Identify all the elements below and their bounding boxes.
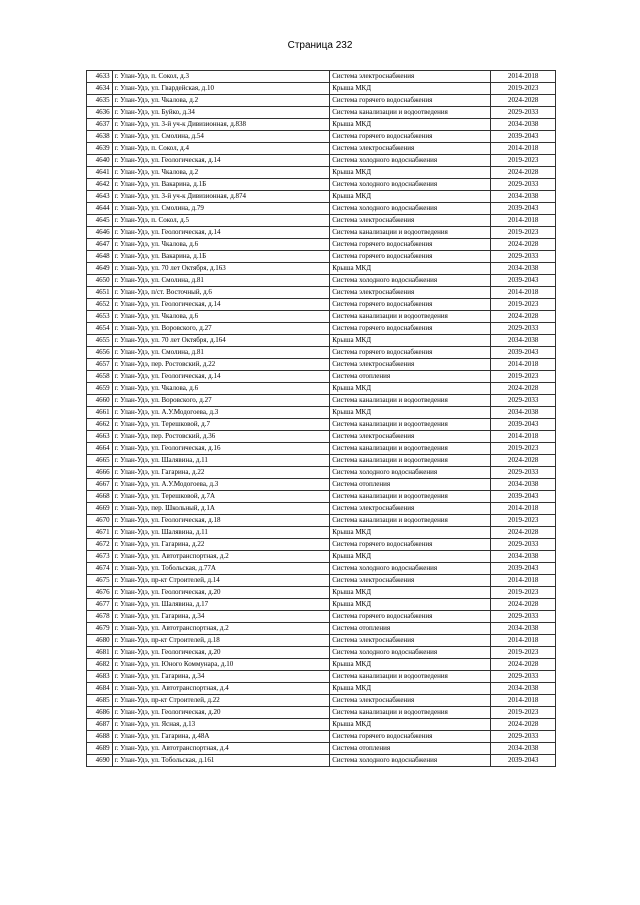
period-cell: 2014-2018 — [491, 431, 556, 443]
work-type-cell: Система горячего водоснабжения — [330, 731, 491, 743]
row-number-cell: 4690 — [87, 755, 113, 767]
work-type-cell: Система электроснабжения — [330, 287, 491, 299]
row-number-cell: 4642 — [87, 179, 113, 191]
period-cell: 2014-2018 — [491, 635, 556, 647]
row-number-cell: 4661 — [87, 407, 113, 419]
period-cell: 2029-2033 — [491, 395, 556, 407]
period-cell: 2034-2038 — [491, 551, 556, 563]
period-cell: 2024-2028 — [491, 599, 556, 611]
work-type-cell: Система электроснабжения — [330, 575, 491, 587]
work-type-cell: Система канализации и водоотведения — [330, 491, 491, 503]
row-number-cell: 4644 — [87, 203, 113, 215]
address-cell: г. Улан-Удэ, ул. Автотранспортная, д.2 — [112, 551, 330, 563]
row-number-cell: 4657 — [87, 359, 113, 371]
address-cell: г. Улан-Удэ, ул. Геологическая, д.14 — [112, 371, 330, 383]
table-row — [87, 215, 556, 227]
work-type-cell: Крыша МКД — [330, 335, 491, 347]
row-number-cell: 4677 — [87, 599, 113, 611]
work-type-cell: Система горячего водоснабжения — [330, 347, 491, 359]
table-row — [87, 719, 556, 731]
row-number-cell: 4651 — [87, 287, 113, 299]
address-cell: г. Улан-Удэ, ул. Тобольская, д.77А — [112, 563, 330, 575]
row-number-cell: 4633 — [87, 71, 113, 83]
address-cell: г. Улан-Удэ, п. Сокол, д.4 — [112, 143, 330, 155]
row-number-cell: 4681 — [87, 647, 113, 659]
period-cell: 2014-2018 — [491, 359, 556, 371]
address-cell: г. Улан-Удэ, п. Сокол, д.3 — [112, 71, 330, 83]
work-type-cell: Система горячего водоснабжения — [330, 539, 491, 551]
period-cell: 2034-2038 — [491, 479, 556, 491]
table-row — [87, 479, 556, 491]
work-type-cell: Крыша МКД — [330, 383, 491, 395]
row-number-cell: 4671 — [87, 527, 113, 539]
work-type-cell: Система электроснабжения — [330, 215, 491, 227]
table-row — [87, 467, 556, 479]
period-cell: 2014-2018 — [491, 695, 556, 707]
address-cell: г. Улан-Удэ, ул. 3-й уч-к Дивизионная, д.874 — [112, 191, 330, 203]
address-cell: г. Улан-Удэ, ул. Шалявина, д.11 — [112, 455, 330, 467]
address-cell: г. Улан-Удэ, ул. 70 лет Октября, д.163 — [112, 263, 330, 275]
table-row — [87, 323, 556, 335]
repair-schedule-table — [86, 70, 556, 767]
period-cell: 2019-2023 — [491, 371, 556, 383]
work-type-cell: Система холодного водоснабжения — [330, 203, 491, 215]
work-type-cell: Система горячего водоснабжения — [330, 299, 491, 311]
work-type-cell: Система горячего водоснабжения — [330, 95, 491, 107]
address-cell: г. Улан-Удэ, ул. Чкалова, д.6 — [112, 239, 330, 251]
row-number-cell: 4648 — [87, 251, 113, 263]
address-cell: г. Улан-Удэ, ул. Геологическая, д.14 — [112, 299, 330, 311]
work-type-cell: Система электроснабжения — [330, 431, 491, 443]
period-cell: 2024-2028 — [491, 455, 556, 467]
table-row — [87, 575, 556, 587]
address-cell: г. Улан-Удэ, ул. Вакарина, д.1Б — [112, 179, 330, 191]
address-cell: г. Улан-Удэ, ул. Гагарина, д.48А — [112, 731, 330, 743]
address-cell: г. Улан-Удэ, ул. А.У.Модогоева, д.3 — [112, 407, 330, 419]
table-row — [87, 623, 556, 635]
row-number-cell: 4665 — [87, 455, 113, 467]
row-number-cell: 4650 — [87, 275, 113, 287]
period-cell: 2014-2018 — [491, 215, 556, 227]
address-cell: г. Улан-Удэ, ул. Воровского, д.27 — [112, 395, 330, 407]
work-type-cell: Крыша МКД — [330, 167, 491, 179]
work-type-cell: Система канализации и водоотведения — [330, 443, 491, 455]
row-number-cell: 4687 — [87, 719, 113, 731]
row-number-cell: 4675 — [87, 575, 113, 587]
work-type-cell: Система канализации и водоотведения — [330, 707, 491, 719]
work-type-cell: Система горячего водоснабжения — [330, 611, 491, 623]
period-cell: 2014-2018 — [491, 143, 556, 155]
period-cell: 2024-2028 — [491, 95, 556, 107]
period-cell: 2034-2038 — [491, 683, 556, 695]
period-cell: 2034-2038 — [491, 119, 556, 131]
work-type-cell: Крыша МКД — [330, 83, 491, 95]
work-type-cell: Система отопления — [330, 479, 491, 491]
row-number-cell: 4688 — [87, 731, 113, 743]
table-row — [87, 263, 556, 275]
period-cell: 2034-2038 — [491, 407, 556, 419]
address-cell: г. Улан-Удэ, ул. Юного Коммунара, д.10 — [112, 659, 330, 671]
period-cell: 2039-2043 — [491, 275, 556, 287]
table-row — [87, 131, 556, 143]
table-row — [87, 527, 556, 539]
address-cell: г. Улан-Удэ, ул. Смолина, д.81 — [112, 347, 330, 359]
table-row — [87, 419, 556, 431]
period-cell: 2029-2033 — [491, 179, 556, 191]
table-row — [87, 539, 556, 551]
period-cell: 2029-2033 — [491, 107, 556, 119]
row-number-cell: 4684 — [87, 683, 113, 695]
table-row — [87, 635, 556, 647]
table-row — [87, 251, 556, 263]
address-cell: г. Улан-Удэ, ул. Геологическая, д.14 — [112, 155, 330, 167]
period-cell: 2039-2043 — [491, 419, 556, 431]
table-row — [87, 227, 556, 239]
work-type-cell: Крыша МКД — [330, 551, 491, 563]
table-row — [87, 167, 556, 179]
period-cell: 2019-2023 — [491, 707, 556, 719]
work-type-cell: Система электроснабжения — [330, 359, 491, 371]
table-row — [87, 71, 556, 83]
period-cell: 2014-2018 — [491, 503, 556, 515]
period-cell: 2029-2033 — [491, 251, 556, 263]
table-row — [87, 203, 556, 215]
address-cell: г. Улан-Удэ, ул. Гагарина, д.22 — [112, 467, 330, 479]
work-type-cell: Крыша МКД — [330, 191, 491, 203]
address-cell: г. Улан-Удэ, пер. Ростовский, д.22 — [112, 359, 330, 371]
address-cell: г. Улан-Удэ, ул. Автотранспортная, д.4 — [112, 683, 330, 695]
address-cell: г. Улан-Удэ, ул. Шалявина, д.17 — [112, 599, 330, 611]
address-cell: г. Улан-Удэ, ул. Тобольская, д.161 — [112, 755, 330, 767]
table-row — [87, 299, 556, 311]
period-cell: 2024-2028 — [491, 527, 556, 539]
row-number-cell: 4638 — [87, 131, 113, 143]
address-cell: г. Улан-Удэ, ул. Чкалова, д.6 — [112, 311, 330, 323]
work-type-cell: Система канализации и водоотведения — [330, 227, 491, 239]
address-cell: г. Улан-Удэ, ул. Буйко, д.34 — [112, 107, 330, 119]
work-type-cell: Система канализации и водоотведения — [330, 107, 491, 119]
row-number-cell: 4686 — [87, 707, 113, 719]
address-cell: г. Улан-Удэ, ул. Гагарина, д.34 — [112, 671, 330, 683]
table-row — [87, 335, 556, 347]
work-type-cell: Система холодного водоснабжения — [330, 275, 491, 287]
period-cell: 2019-2023 — [491, 587, 556, 599]
row-number-cell: 4664 — [87, 443, 113, 455]
address-cell: г. Улан-Удэ, пер. Школьный, д.1А — [112, 503, 330, 515]
table-row — [87, 743, 556, 755]
table-row — [87, 755, 556, 767]
period-cell: 2039-2043 — [491, 491, 556, 503]
address-cell: г. Улан-Удэ, ул. Геологическая, д.14 — [112, 227, 330, 239]
table-row — [87, 671, 556, 683]
address-cell: г. Улан-Удэ, ул. 3-й уч-к Дивизионная, д.838 — [112, 119, 330, 131]
table-row — [87, 239, 556, 251]
row-number-cell: 4639 — [87, 143, 113, 155]
row-number-cell: 4685 — [87, 695, 113, 707]
work-type-cell: Крыша МКД — [330, 263, 491, 275]
row-number-cell: 4663 — [87, 431, 113, 443]
address-cell: г. Улан-Удэ, ул. А.У.Модогоева, д.3 — [112, 479, 330, 491]
work-type-cell: Крыша МКД — [330, 587, 491, 599]
period-cell: 2014-2018 — [491, 71, 556, 83]
address-cell: г. Улан-Удэ, ул. Гагарина, д.34 — [112, 611, 330, 623]
row-number-cell: 4652 — [87, 299, 113, 311]
period-cell: 2014-2018 — [491, 575, 556, 587]
row-number-cell: 4672 — [87, 539, 113, 551]
table-row — [87, 395, 556, 407]
table-body — [87, 71, 556, 767]
row-number-cell: 4640 — [87, 155, 113, 167]
period-cell: 2019-2023 — [491, 83, 556, 95]
address-cell: г. Улан-Удэ, ул. Чкалова, д.2 — [112, 167, 330, 179]
row-number-cell: 4637 — [87, 119, 113, 131]
period-cell: 2039-2043 — [491, 347, 556, 359]
row-number-cell: 4649 — [87, 263, 113, 275]
period-cell: 2039-2043 — [491, 755, 556, 767]
row-number-cell: 4668 — [87, 491, 113, 503]
address-cell: г. Улан-Удэ, ул. Чкалова, д.2 — [112, 95, 330, 107]
row-number-cell: 4670 — [87, 515, 113, 527]
table-row — [87, 383, 556, 395]
period-cell: 2029-2033 — [491, 671, 556, 683]
period-cell: 2029-2033 — [491, 731, 556, 743]
work-type-cell: Крыша МКД — [330, 527, 491, 539]
address-cell: г. Улан-Удэ, ул. Геологическая, д.20 — [112, 707, 330, 719]
work-type-cell: Система холодного водоснабжения — [330, 155, 491, 167]
address-cell: г. Улан-Удэ, ул. Воровского, д.27 — [112, 323, 330, 335]
work-type-cell: Крыша МКД — [330, 719, 491, 731]
table-row — [87, 491, 556, 503]
table-row — [87, 311, 556, 323]
period-cell: 2034-2038 — [491, 623, 556, 635]
period-cell: 2039-2043 — [491, 131, 556, 143]
row-number-cell: 4673 — [87, 551, 113, 563]
row-number-cell: 4666 — [87, 467, 113, 479]
row-number-cell: 4646 — [87, 227, 113, 239]
row-number-cell: 4683 — [87, 671, 113, 683]
table-row — [87, 119, 556, 131]
work-type-cell: Система канализации и водоотведения — [330, 311, 491, 323]
period-cell: 2024-2028 — [491, 719, 556, 731]
address-cell: г. Улан-Удэ, ул. Терешковой, д.7 — [112, 419, 330, 431]
period-cell: 2019-2023 — [491, 515, 556, 527]
address-cell: г. Улан-Удэ, пр-кт Строителей, д.18 — [112, 635, 330, 647]
address-cell: г. Улан-Удэ, ул. Смолина, д.54 — [112, 131, 330, 143]
period-cell: 2024-2028 — [491, 659, 556, 671]
row-number-cell: 4656 — [87, 347, 113, 359]
work-type-cell: Крыша МКД — [330, 407, 491, 419]
work-type-cell: Крыша МКД — [330, 659, 491, 671]
table-row — [87, 359, 556, 371]
row-number-cell: 4667 — [87, 479, 113, 491]
table-row — [87, 551, 556, 563]
period-cell: 2039-2043 — [491, 563, 556, 575]
address-cell: г. Улан-Удэ, ул. Геологическая, д.16 — [112, 443, 330, 455]
address-cell: г. Улан-Удэ, пер. Ростовский, д.36 — [112, 431, 330, 443]
work-type-cell: Крыша МКД — [330, 599, 491, 611]
address-cell: г. Улан-Удэ, ул. Ясная, д.13 — [112, 719, 330, 731]
work-type-cell: Система канализации и водоотведения — [330, 671, 491, 683]
address-cell: г. Улан-Удэ, пр-кт Строителей, д.22 — [112, 695, 330, 707]
period-cell: 2034-2038 — [491, 191, 556, 203]
address-cell: г. Улан-Удэ, ул. Смолина, д.81 — [112, 275, 330, 287]
row-number-cell: 4636 — [87, 107, 113, 119]
table-row — [87, 191, 556, 203]
row-number-cell: 4654 — [87, 323, 113, 335]
row-number-cell: 4676 — [87, 587, 113, 599]
address-cell: г. Улан-Удэ, ул. Терешковой, д.7А — [112, 491, 330, 503]
table-row — [87, 407, 556, 419]
row-number-cell: 4655 — [87, 335, 113, 347]
table-row — [87, 287, 556, 299]
row-number-cell: 4680 — [87, 635, 113, 647]
work-type-cell: Система горячего водоснабжения — [330, 239, 491, 251]
table-row — [87, 95, 556, 107]
period-cell: 2029-2033 — [491, 467, 556, 479]
period-cell: 2024-2028 — [491, 383, 556, 395]
table-row — [87, 683, 556, 695]
table-row — [87, 647, 556, 659]
work-type-cell: Система канализации и водоотведения — [330, 419, 491, 431]
row-number-cell: 4658 — [87, 371, 113, 383]
period-cell: 2019-2023 — [491, 443, 556, 455]
work-type-cell: Система электроснабжения — [330, 635, 491, 647]
work-type-cell: Система отопления — [330, 623, 491, 635]
row-number-cell: 4659 — [87, 383, 113, 395]
period-cell: 2019-2023 — [491, 227, 556, 239]
work-type-cell: Система электроснабжения — [330, 143, 491, 155]
table-row — [87, 347, 556, 359]
address-cell: г. Улан-Удэ, ул. Шалявина, д.11 — [112, 527, 330, 539]
address-cell: г. Улан-Удэ, ул. Автотранспортная, д.2 — [112, 623, 330, 635]
table-row — [87, 563, 556, 575]
row-number-cell: 4678 — [87, 611, 113, 623]
address-cell: г. Улан-Удэ, пр-кт Строителей, д.14 — [112, 575, 330, 587]
address-cell: г. Улан-Удэ, ул. Гвардейская, д.10 — [112, 83, 330, 95]
address-cell: г. Улан-Удэ, ул. Чкалова, д.6 — [112, 383, 330, 395]
table-row — [87, 143, 556, 155]
table-row — [87, 455, 556, 467]
table-row — [87, 83, 556, 95]
row-number-cell: 4634 — [87, 83, 113, 95]
address-cell: г. Улан-Удэ, ул. Смолина, д.79 — [112, 203, 330, 215]
table-row — [87, 443, 556, 455]
row-number-cell: 4679 — [87, 623, 113, 635]
work-type-cell: Система горячего водоснабжения — [330, 131, 491, 143]
period-cell: 2034-2038 — [491, 263, 556, 275]
work-type-cell: Система холодного водоснабжения — [330, 755, 491, 767]
period-cell: 2034-2038 — [491, 335, 556, 347]
table-row — [87, 695, 556, 707]
address-cell: г. Улан-Удэ, п. Сокол, д.5 — [112, 215, 330, 227]
work-type-cell: Система отопления — [330, 743, 491, 755]
row-number-cell: 4647 — [87, 239, 113, 251]
address-cell: г. Улан-Удэ, ул. Гагарина, д.22 — [112, 539, 330, 551]
period-cell: 2019-2023 — [491, 299, 556, 311]
table-row — [87, 179, 556, 191]
work-type-cell: Система горячего водоснабжения — [330, 323, 491, 335]
row-number-cell: 4674 — [87, 563, 113, 575]
table-row — [87, 731, 556, 743]
work-type-cell: Система холодного водоснабжения — [330, 467, 491, 479]
period-cell: 2029-2033 — [491, 323, 556, 335]
period-cell: 2019-2023 — [491, 647, 556, 659]
work-type-cell: Система канализации и водоотведения — [330, 455, 491, 467]
address-cell: г. Улан-Удэ, ул. Геологическая, д.20 — [112, 587, 330, 599]
table-row — [87, 707, 556, 719]
row-number-cell: 4653 — [87, 311, 113, 323]
period-cell: 2029-2033 — [491, 611, 556, 623]
work-type-cell: Система канализации и водоотведения — [330, 515, 491, 527]
work-type-cell: Система электроснабжения — [330, 71, 491, 83]
address-cell: г. Улан-Удэ, ул. Геологическая, д.20 — [112, 647, 330, 659]
period-cell: 2024-2028 — [491, 239, 556, 251]
table-row — [87, 275, 556, 287]
period-cell: 2024-2028 — [491, 167, 556, 179]
table-row — [87, 503, 556, 515]
address-cell: г. Улан-Удэ, п/ст. Восточный, д.6 — [112, 287, 330, 299]
row-number-cell: 4689 — [87, 743, 113, 755]
period-cell: 2024-2028 — [491, 311, 556, 323]
table-row — [87, 611, 556, 623]
row-number-cell: 4660 — [87, 395, 113, 407]
address-cell: г. Улан-Удэ, ул. Вакарина, д.1Б — [112, 251, 330, 263]
row-number-cell: 4645 — [87, 215, 113, 227]
period-cell: 2039-2043 — [491, 203, 556, 215]
row-number-cell: 4682 — [87, 659, 113, 671]
address-cell: г. Улан-Удэ, ул. 70 лет Октября, д.164 — [112, 335, 330, 347]
address-cell: г. Улан-Удэ, ул. Геологическая, д.18 — [112, 515, 330, 527]
period-cell: 2029-2033 — [491, 539, 556, 551]
work-type-cell: Система электроснабжения — [330, 695, 491, 707]
work-type-cell: Крыша МКД — [330, 683, 491, 695]
table-row — [87, 371, 556, 383]
work-type-cell: Система холодного водоснабжения — [330, 563, 491, 575]
work-type-cell: Система отопления — [330, 371, 491, 383]
table-row — [87, 659, 556, 671]
row-number-cell: 4635 — [87, 95, 113, 107]
page-number-header: Страница 232 — [287, 40, 353, 51]
table-row — [87, 587, 556, 599]
row-number-cell: 4669 — [87, 503, 113, 515]
table-row — [87, 431, 556, 443]
table-row — [87, 599, 556, 611]
table-row — [87, 107, 556, 119]
work-type-cell: Система холодного водоснабжения — [330, 179, 491, 191]
period-cell: 2014-2018 — [491, 287, 556, 299]
table-row — [87, 515, 556, 527]
table-row — [87, 155, 556, 167]
address-cell: г. Улан-Удэ, ул. Автотранспортная, д.4 — [112, 743, 330, 755]
work-type-cell: Система холодного водоснабжения — [330, 647, 491, 659]
work-type-cell: Крыша МКД — [330, 119, 491, 131]
work-type-cell: Система горячего водоснабжения — [330, 251, 491, 263]
work-type-cell: Система канализации и водоотведения — [330, 395, 491, 407]
row-number-cell: 4662 — [87, 419, 113, 431]
row-number-cell: 4643 — [87, 191, 113, 203]
work-type-cell: Система электроснабжения — [330, 503, 491, 515]
row-number-cell: 4641 — [87, 167, 113, 179]
period-cell: 2034-2038 — [491, 743, 556, 755]
period-cell: 2019-2023 — [491, 155, 556, 167]
